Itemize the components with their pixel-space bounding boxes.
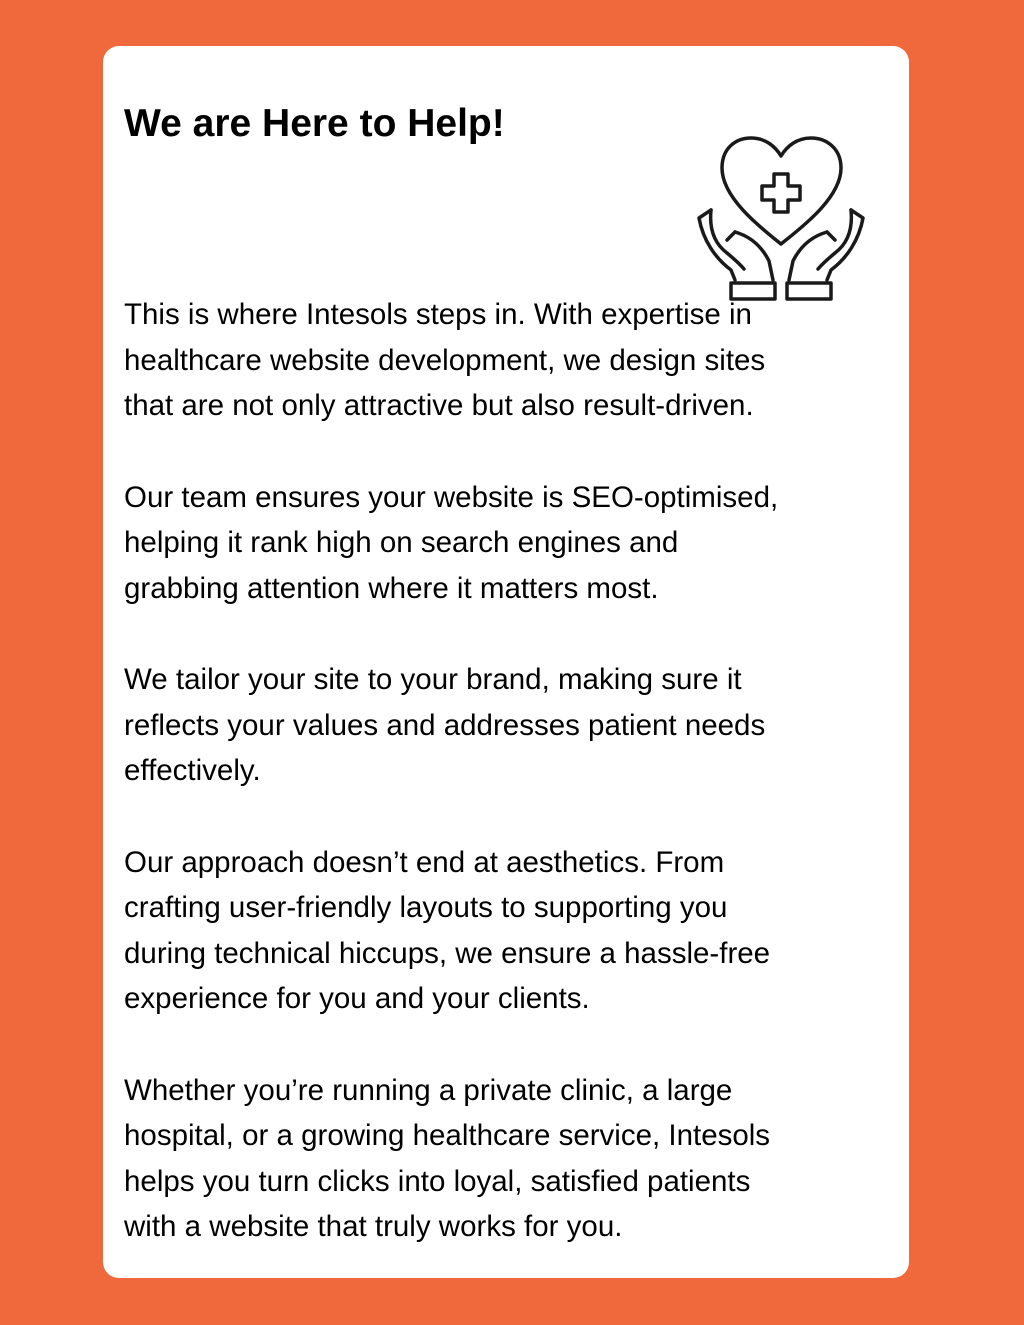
text-line: crafting user-friendly layouts to supporting you	[124, 891, 728, 924]
paragraph-brand	[124, 657, 884, 794]
text-line: helps you turn clicks into loyal, satisfied patients	[124, 1164, 751, 1198]
paragraph-intro	[124, 292, 884, 429]
content-card	[103, 46, 909, 1278]
text-line: hospital, or a growing healthcare service, Intesols	[124, 1119, 771, 1152]
text-line: effectively.	[124, 754, 261, 787]
text-line: Our team ensures your website is SEO-optimised,	[124, 480, 779, 514]
text-line: reflects your values and addresses patient needs	[124, 708, 766, 742]
body-text	[124, 292, 884, 1250]
text-line: helping it rank high on search engines and	[124, 526, 679, 559]
heart-cross-in-hands-icon	[689, 90, 873, 306]
paragraph-seo	[124, 475, 884, 612]
text-line: during technical hiccups, we ensure a hassle-free	[124, 936, 771, 970]
page-title: We are Here to Help!	[124, 102, 505, 145]
text-line: Our approach doesn’t end at aesthetics. From	[124, 845, 725, 879]
text-line: This is where Intesols steps in. With expertise in	[124, 298, 752, 331]
text-line: that are not only attractive but also result-driven.	[124, 389, 754, 422]
text-line: We tailor your site to your brand, making sure it	[124, 663, 742, 696]
text-line: experience for you and your clients.	[124, 982, 590, 1015]
paragraph-approach	[124, 840, 884, 1022]
text-line: Whether you’re running a private clinic, a large	[124, 1073, 733, 1107]
paragraph-closing	[124, 1068, 884, 1250]
text-line: grabbing attention where it matters most.	[124, 571, 659, 605]
text-line: healthcare website development, we design sites	[124, 343, 766, 377]
text-line: with a website that truly works for you.	[124, 1210, 623, 1243]
